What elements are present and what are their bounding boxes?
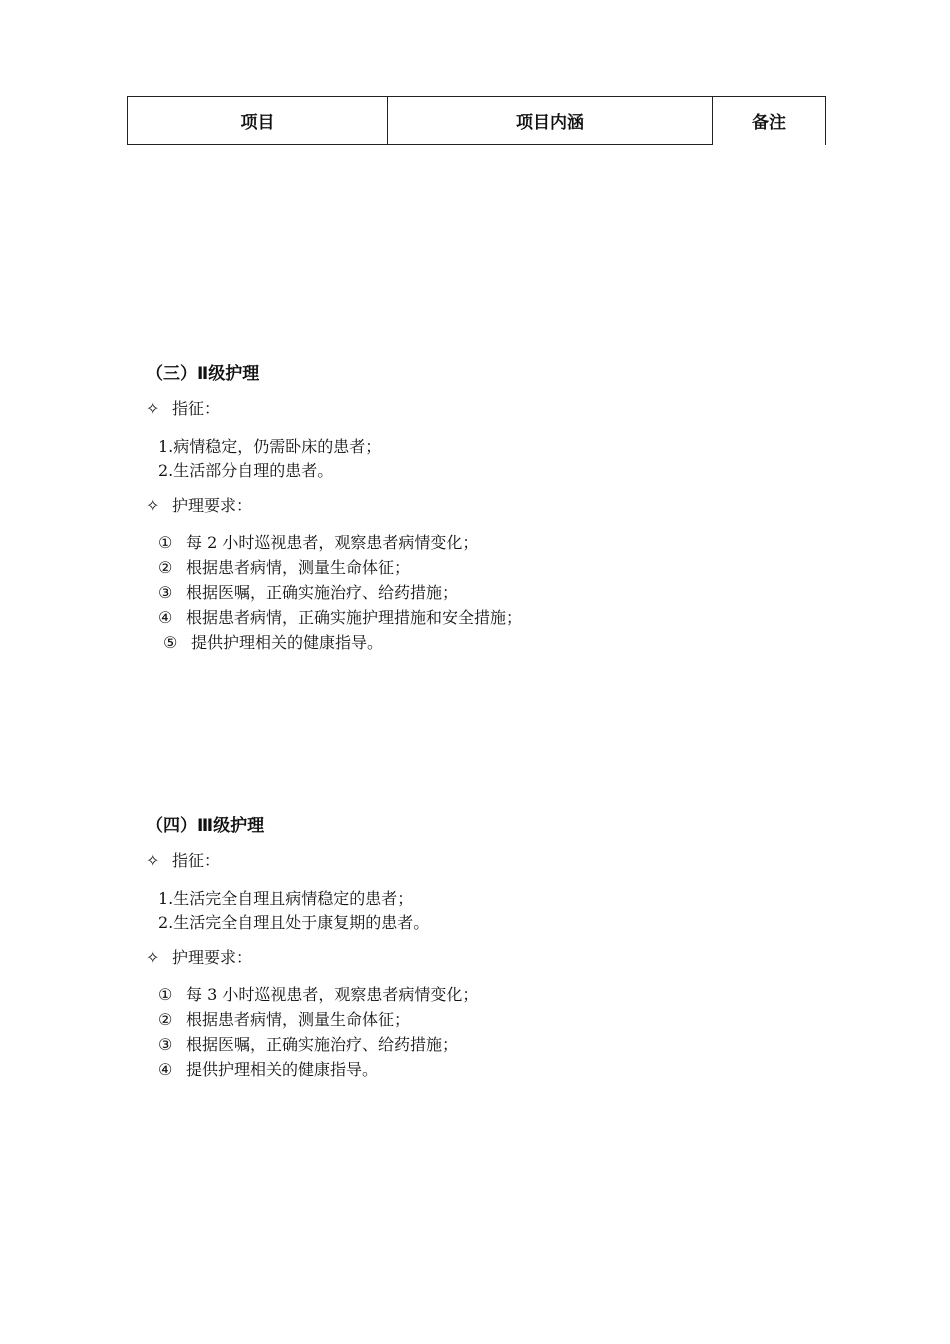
indications-list <box>158 887 429 935</box>
indications-heading <box>146 850 220 872</box>
list-item: ③ 根据医嘱，正确实施治疗、给药措施； <box>158 583 459 602</box>
indications-label: 指征： <box>172 399 221 418</box>
list-item: 1.病情稳定，仍需卧床的患者； <box>158 437 382 456</box>
list-item: ① 每 2 小时巡视患者，观察患者病情变化； <box>158 533 479 552</box>
header-cell-item: 项目 <box>128 97 388 145</box>
list-item: ⑤ 提供护理相关的健康指导。 <box>163 633 384 652</box>
requirements-label: 护理要求： <box>172 948 253 967</box>
indications-list <box>158 435 381 483</box>
section-title: （三）Ⅱ级护理 <box>146 364 260 384</box>
requirements-heading <box>146 495 252 517</box>
diamond-star-icon: ✧ <box>146 851 160 870</box>
requirements-heading <box>146 947 252 969</box>
header-table <box>127 96 826 145</box>
list-item: ④ 根据患者病情，正确实施护理措施和安全措施； <box>158 608 523 627</box>
diamond-star-icon: ✧ <box>146 496 160 515</box>
indications-heading <box>146 398 220 420</box>
header-cell-remark: 备注 <box>713 97 826 145</box>
list-item: 2.生活完全自理且处于康复期的患者。 <box>158 913 430 932</box>
list-item: ② 根据患者病情，测量生命体征； <box>158 1010 411 1029</box>
requirements-list <box>158 530 522 655</box>
list-item: 1.生活完全自理且病情稳定的患者； <box>158 889 414 908</box>
section-level3-care <box>146 814 846 1079</box>
requirements-list <box>158 982 478 1082</box>
list-item: ② 根据患者病情，测量生命体征； <box>158 558 411 577</box>
list-item: 2.生活部分自理的患者。 <box>158 461 334 480</box>
section-title: （四）Ⅲ级护理 <box>146 816 265 836</box>
section-level2-care <box>146 362 846 652</box>
list-item: ③ 根据医嘱，正确实施治疗、给药措施； <box>158 1035 459 1054</box>
diamond-star-icon: ✧ <box>146 948 160 967</box>
list-item: ① 每 3 小时巡视患者，观察患者病情变化； <box>158 985 479 1004</box>
list-item: ④ 提供护理相关的健康指导。 <box>158 1060 379 1079</box>
requirements-label: 护理要求： <box>172 496 253 515</box>
header-row <box>128 97 826 145</box>
indications-label: 指征： <box>172 851 221 870</box>
header-cell-content: 项目内涵 <box>388 97 713 145</box>
diamond-star-icon: ✧ <box>146 399 160 418</box>
